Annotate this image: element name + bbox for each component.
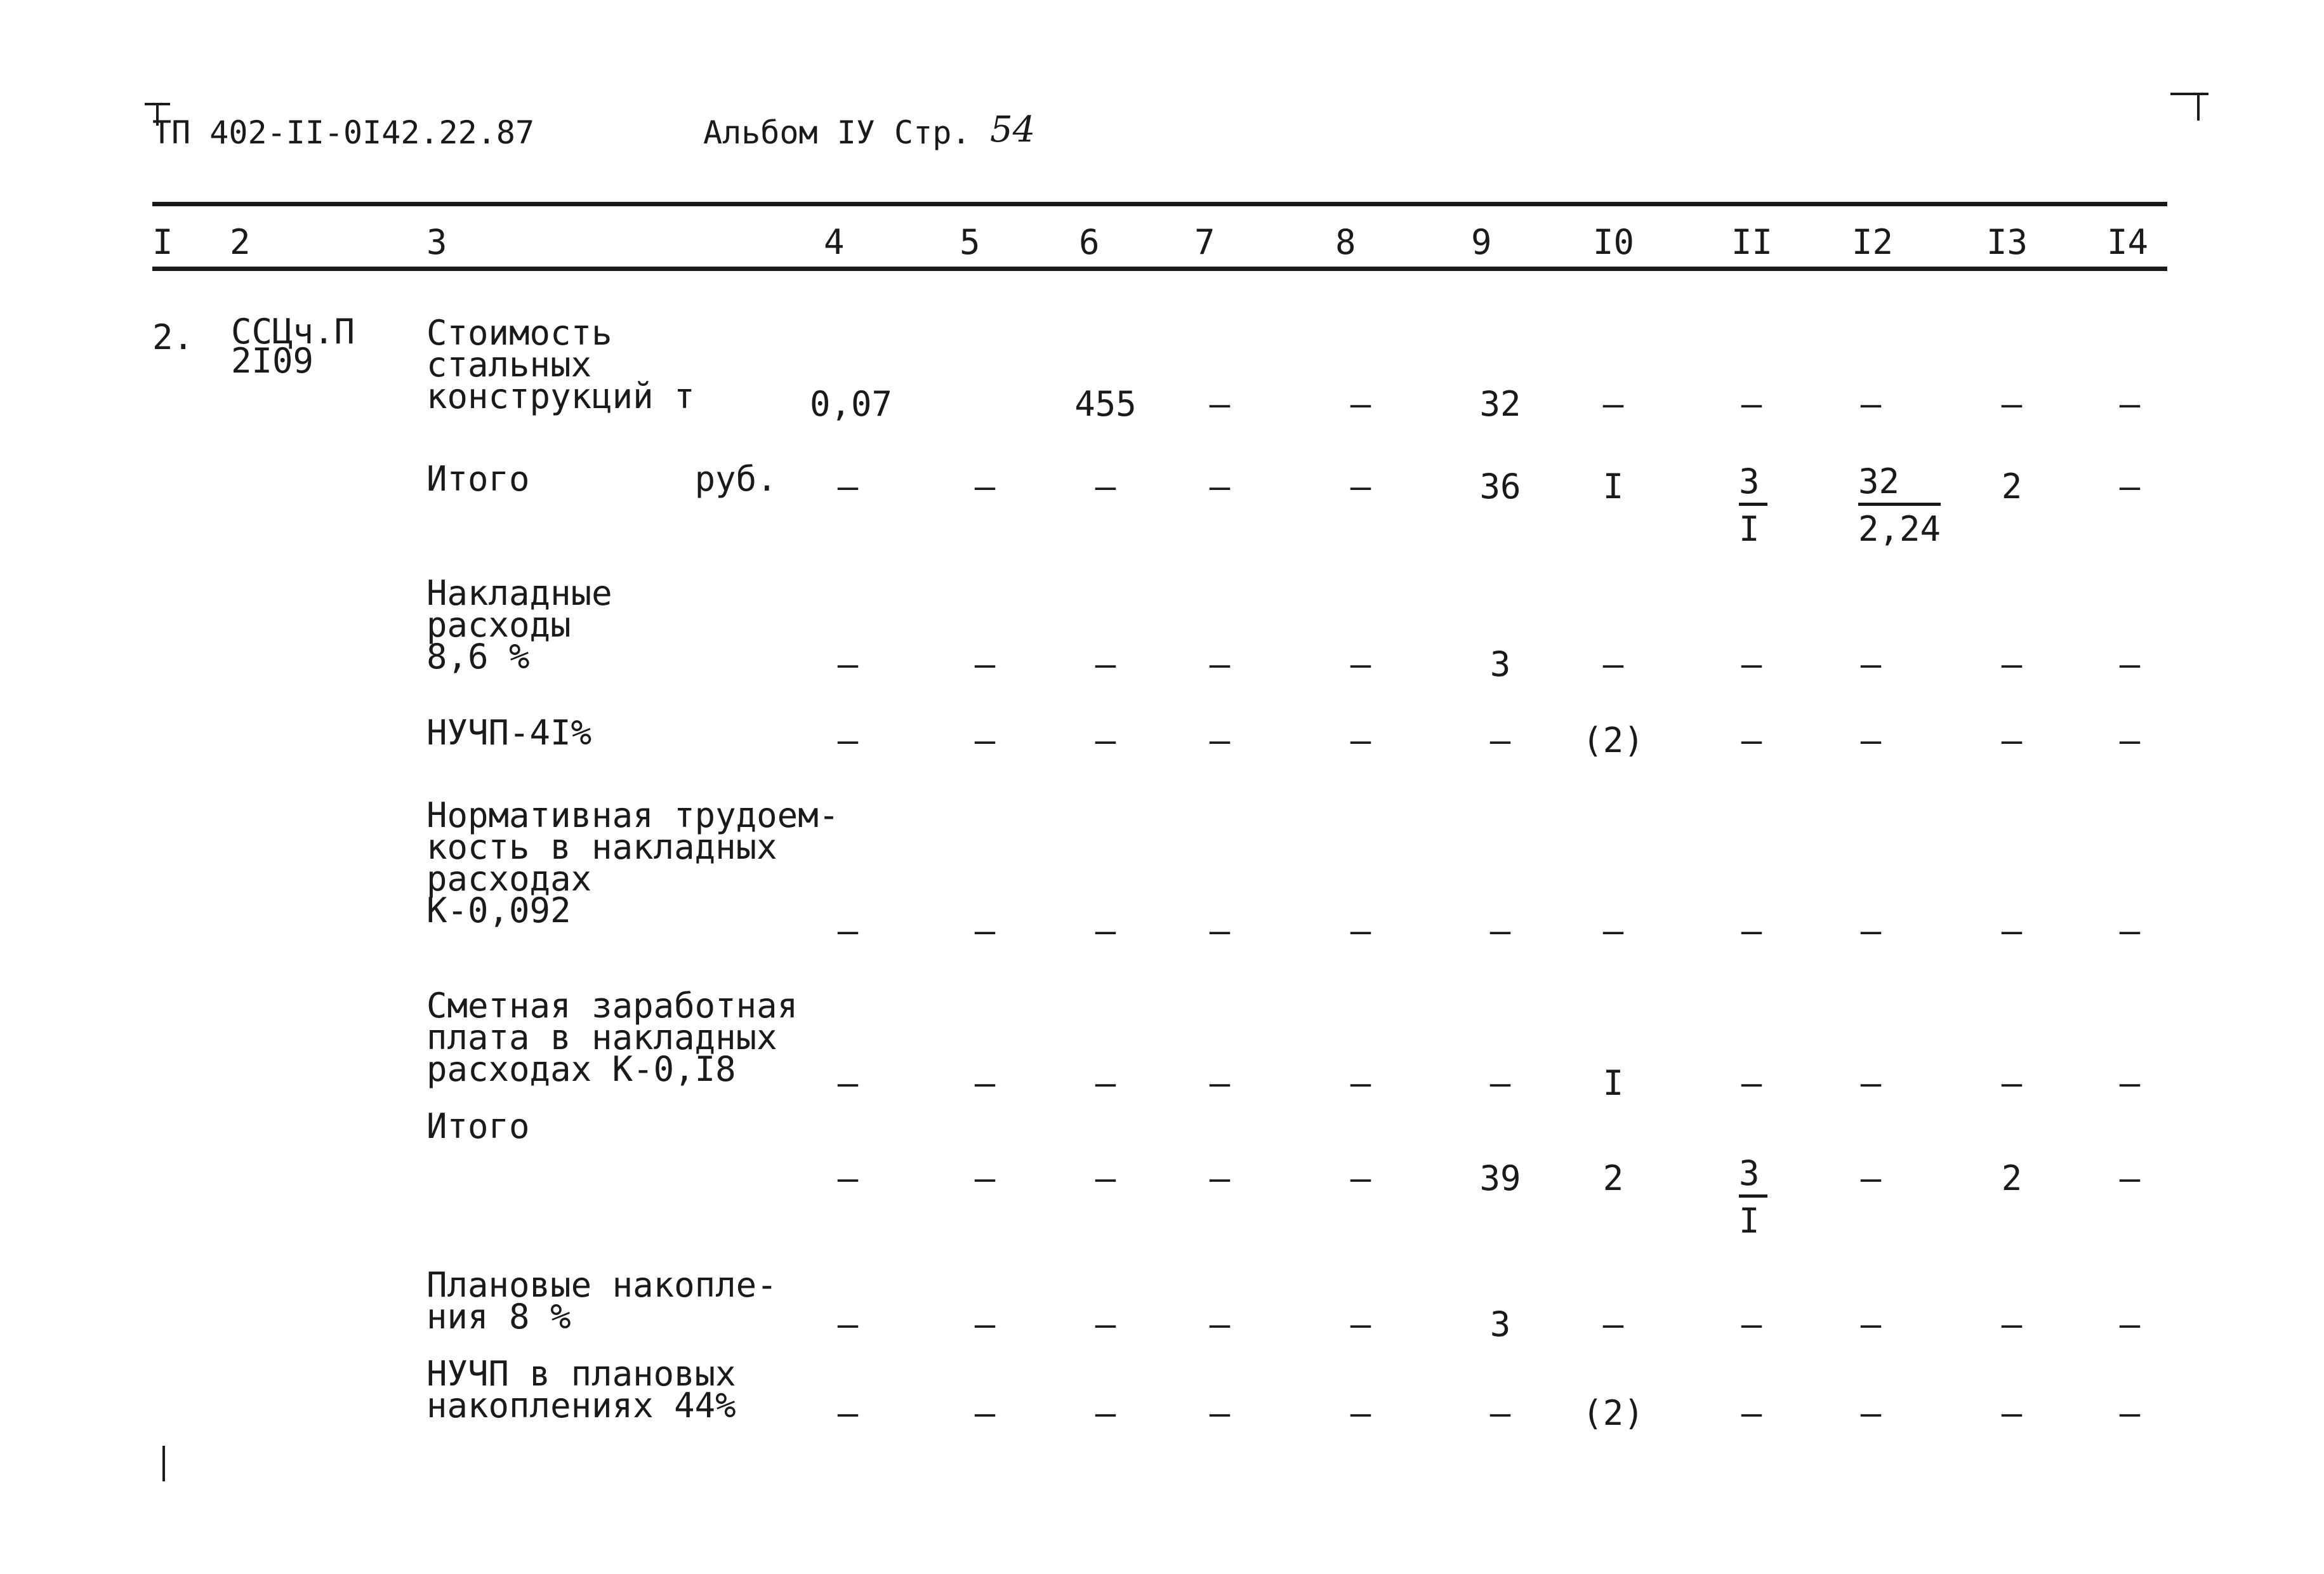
- table-cell-c6: –: [1095, 1158, 1116, 1198]
- table-cell-c10: (2): [1582, 1393, 1644, 1433]
- table-cell-c11: –: [1741, 720, 1762, 760]
- table-cell-c8: –: [1350, 911, 1371, 951]
- fraction-numerator: 3: [1739, 1156, 1767, 1198]
- table-cell-c12: –: [1860, 1393, 1882, 1433]
- column-header-14: I4: [2107, 222, 2149, 262]
- page-number-handwritten: 54: [990, 109, 1036, 150]
- table-cell-c8: –: [1350, 466, 1371, 506]
- table-cell-c13: –: [2001, 911, 2023, 951]
- table-cell-c5: –: [974, 1063, 996, 1103]
- table-cell-c14: –: [2119, 384, 2141, 424]
- table-cell-c14: –: [2119, 1304, 2141, 1344]
- table-cell-c8: –: [1350, 384, 1371, 424]
- table-cell-c14: –: [2119, 1393, 2141, 1433]
- table-cell-c4: –: [837, 466, 859, 506]
- table-cell-c9: 3: [1489, 644, 1511, 684]
- column-header-10: I0: [1593, 222, 1635, 262]
- fraction-cell-c11: [1739, 461, 1767, 549]
- table-cell-c12: –: [1860, 1304, 1882, 1344]
- table-cell-c12: –: [1860, 384, 1882, 424]
- table-cell-c9: 32: [1479, 384, 1521, 424]
- table-cell-c4: –: [837, 1393, 859, 1433]
- table-cell-c11: –: [1741, 1393, 1762, 1433]
- table-cell-c5: –: [974, 1158, 996, 1198]
- table-cell-c13: –: [2001, 720, 2023, 760]
- table-cell-c10: (2): [1582, 720, 1644, 760]
- table-cell-c8: –: [1350, 1158, 1371, 1198]
- column-header-13: I3: [1986, 222, 2028, 262]
- row-description: НУЧП в плановых накоплениях 44%: [426, 1354, 736, 1425]
- table-cell-c11: –: [1741, 384, 1762, 424]
- table-cell-c9: –: [1489, 911, 1511, 951]
- table-cell-c14: –: [2119, 1158, 2141, 1198]
- fraction-denominator: I: [1739, 509, 1760, 549]
- row-code: ССЦч.П 2I09: [231, 312, 355, 381]
- table-cell-c4: –: [837, 1063, 859, 1103]
- table-cell-c12: –: [1860, 911, 1882, 951]
- table-cell-c9: –: [1489, 1063, 1511, 1103]
- table-cell-c5: –: [974, 1304, 996, 1344]
- table-cell-c6: 455: [1074, 384, 1137, 424]
- table-cell-c4: 0,07: [810, 384, 893, 424]
- table-cell-c6: –: [1095, 466, 1116, 506]
- table-top-rule: [152, 202, 2167, 206]
- table-cell-c6: –: [1095, 644, 1116, 684]
- table-cell-c4: –: [837, 911, 859, 951]
- table-cell-c5: –: [974, 720, 996, 760]
- table-cell-c7: –: [1209, 644, 1231, 684]
- fraction-numerator: 32: [1858, 465, 1941, 506]
- table-header-rule: [152, 267, 2167, 271]
- table-cell-c6: –: [1095, 1304, 1116, 1344]
- table-cell-c6: –: [1095, 1063, 1116, 1103]
- table-cell-c8: –: [1350, 1304, 1371, 1344]
- corner-mark-bottom-left: [162, 1446, 165, 1481]
- table-cell-c10: –: [1602, 911, 1624, 951]
- fraction-denominator: 2,24: [1858, 509, 1941, 549]
- row-description: Итого: [426, 1106, 530, 1146]
- table-cell-c9: –: [1489, 1393, 1511, 1433]
- table-cell-c14: –: [2119, 720, 2141, 760]
- table-cell-c9: 39: [1479, 1158, 1521, 1198]
- table-cell-c10: –: [1602, 384, 1624, 424]
- table-cell-c13: –: [2001, 644, 2023, 684]
- column-header-11: II: [1731, 222, 1773, 262]
- row-description: Итого руб.: [426, 459, 777, 499]
- row-description: Накладные расходы 8,6 %: [426, 573, 612, 677]
- row-description: Сметная заработная плата в накладных расходах К-0,I8: [426, 986, 798, 1089]
- table-cell-c11: –: [1741, 911, 1762, 951]
- table-cell-c10: –: [1602, 644, 1624, 684]
- table-cell-c11: –: [1741, 1304, 1762, 1344]
- table-cell-c5: –: [974, 466, 996, 506]
- table-cell-c14: –: [2119, 644, 2141, 684]
- fraction-numerator: 3: [1739, 465, 1767, 506]
- table-cell-c6: –: [1095, 1393, 1116, 1433]
- table-cell-c8: –: [1350, 1393, 1371, 1433]
- table-cell-c10: –: [1602, 1304, 1624, 1344]
- table-cell-c8: –: [1350, 1063, 1371, 1103]
- table-cell-c7: –: [1209, 1304, 1231, 1344]
- table-cell-c13: –: [2001, 1304, 2023, 1344]
- table-cell-c4: –: [837, 1158, 859, 1198]
- table-cell-c13: –: [2001, 1063, 2023, 1103]
- table-cell-c13: –: [2001, 384, 2023, 424]
- table-cell-c12: –: [1860, 1158, 1882, 1198]
- row-description: Нормативная трудоем- кость в накладных расходах К-0,092: [426, 795, 840, 930]
- row-description: Стоимость стальных конструкций т: [426, 313, 695, 416]
- column-header-8: 8: [1335, 222, 1356, 262]
- column-header-9: 9: [1471, 222, 1492, 262]
- table-cell-c5: –: [974, 1393, 996, 1433]
- table-cell-c7: –: [1209, 384, 1231, 424]
- fraction-denominator: I: [1739, 1201, 1760, 1241]
- column-header-12: I2: [1852, 222, 1894, 262]
- table-cell-c9: 3: [1489, 1304, 1511, 1344]
- corner-mark-top-right: [2170, 93, 2208, 95]
- fraction-cell-c11: [1739, 1153, 1767, 1241]
- table-cell-c13: 2: [2001, 1158, 2023, 1198]
- document-code: ТП 402-II-0I42.22.87: [152, 114, 535, 151]
- column-header-1: I: [152, 222, 173, 262]
- column-header-3: 3: [426, 222, 447, 262]
- column-header-7: 7: [1194, 222, 1215, 262]
- corner-mark-top-right-v: [2197, 93, 2200, 121]
- table-cell-c11: –: [1741, 644, 1762, 684]
- table-cell-c11: –: [1741, 1063, 1762, 1103]
- row-description: Плановые накопле- ния 8 %: [426, 1265, 777, 1337]
- table-cell-c10: 2: [1602, 1158, 1624, 1198]
- table-cell-c9: –: [1489, 720, 1511, 760]
- column-header-5: 5: [960, 222, 980, 262]
- table-cell-c6: –: [1095, 911, 1116, 951]
- column-header-4: 4: [824, 222, 845, 262]
- table-cell-c12: –: [1860, 720, 1882, 760]
- table-cell-c7: –: [1209, 720, 1231, 760]
- table-cell-c5: –: [974, 911, 996, 951]
- column-header-2: 2: [230, 222, 251, 262]
- table-cell-c8: –: [1350, 644, 1371, 684]
- table-cell-c6: –: [1095, 720, 1116, 760]
- table-cell-c7: –: [1209, 911, 1231, 951]
- table-cell-c9: 36: [1479, 466, 1521, 506]
- table-cell-c8: –: [1350, 720, 1371, 760]
- table-cell-c12: –: [1860, 1063, 1882, 1103]
- table-cell-c7: –: [1209, 466, 1231, 506]
- row-number: 2.: [152, 317, 194, 357]
- table-cell-c4: –: [837, 644, 859, 684]
- table-cell-c13: 2: [2001, 466, 2023, 506]
- table-cell-c10: I: [1602, 1063, 1624, 1103]
- fraction-cell-c12: [1858, 461, 1941, 549]
- table-cell-c5: –: [974, 644, 996, 684]
- table-cell-c7: –: [1209, 1063, 1231, 1103]
- table-cell-c7: –: [1209, 1158, 1231, 1198]
- column-header-6: 6: [1079, 222, 1100, 262]
- table-cell-c10: I: [1602, 466, 1624, 506]
- table-cell-c13: –: [2001, 1393, 2023, 1433]
- table-cell-c14: –: [2119, 466, 2141, 506]
- album-label: Альбом IУ Стр.: [703, 114, 971, 151]
- row-description: НУЧП-4I%: [426, 713, 592, 753]
- table-cell-c4: –: [837, 1304, 859, 1344]
- table-cell-c4: –: [837, 720, 859, 760]
- table-cell-c7: –: [1209, 1393, 1231, 1433]
- table-cell-c14: –: [2119, 911, 2141, 951]
- table-cell-c12: –: [1860, 644, 1882, 684]
- table-cell-c14: –: [2119, 1063, 2141, 1103]
